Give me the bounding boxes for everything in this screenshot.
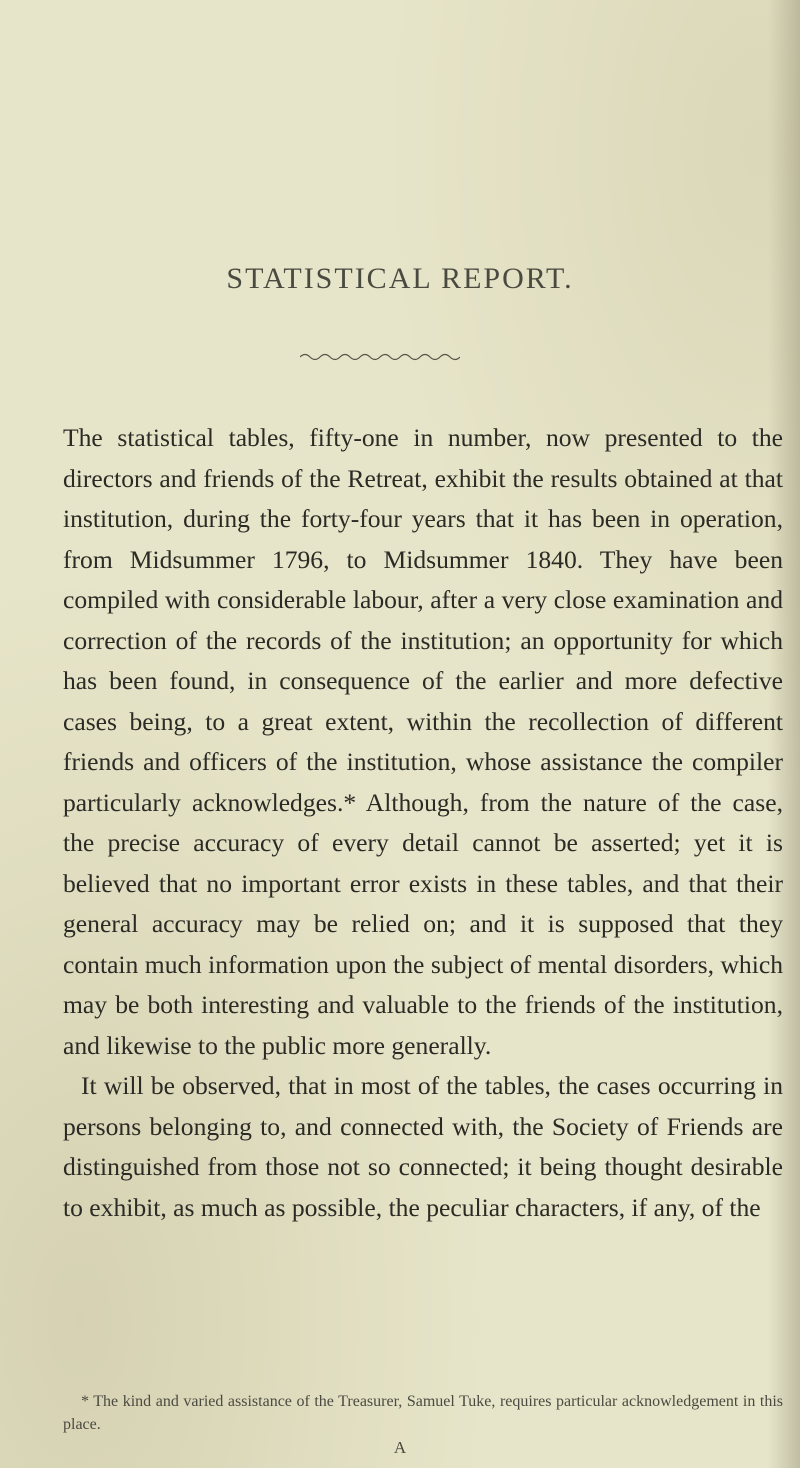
- paragraph-1: The statistical tables, fifty-one in number, now presented to the directors and friends of the Retreat, exhibit the results obtained at that institution, during the forty-four years that it has been in operation, from Midsummer 1796, to Midsummer 1840. They have been compiled with considerable labour, after a very close examination and correction of the records of the institution; an opportunity for which has been found, in consequence of the earlier and more defective cases being, to a great extent, within the recollection of different friends and officers of the institution, whose assistance the compiler particularly acknowledges.* Although, from the nature of the case, the precise accuracy of every detail cannot be asserted; yet it is believed that no important error exists in these tables, and that their general accuracy may be relied on; and it is supposed that they contain much information upon the subject of mental disorders, which may be both interesting and valuable to the friends of the institution, and likewise to the public more generally.: [63, 423, 783, 1060]
- paragraph-2: It will be observed, that in most of the tables, the cases occurring in persons belonging to, and connected with, the Society of Friends are distinguished from those not so connected; it being thought desirable to exhibit, as much as possible, the peculiar characters, if any, of the: [63, 1071, 783, 1222]
- footnote: [63, 1390, 783, 1436]
- signature-mark: A: [393, 1438, 407, 1457]
- wavy-rule-ornament: [300, 352, 460, 362]
- footnote-text: * The kind and varied assistance of the Treasurer, Samuel Tuke, requires particular acknowledgement in this place.: [63, 1393, 783, 1433]
- page-title: STATISTICAL REPORT.: [226, 262, 574, 295]
- report-body: [63, 418, 783, 1228]
